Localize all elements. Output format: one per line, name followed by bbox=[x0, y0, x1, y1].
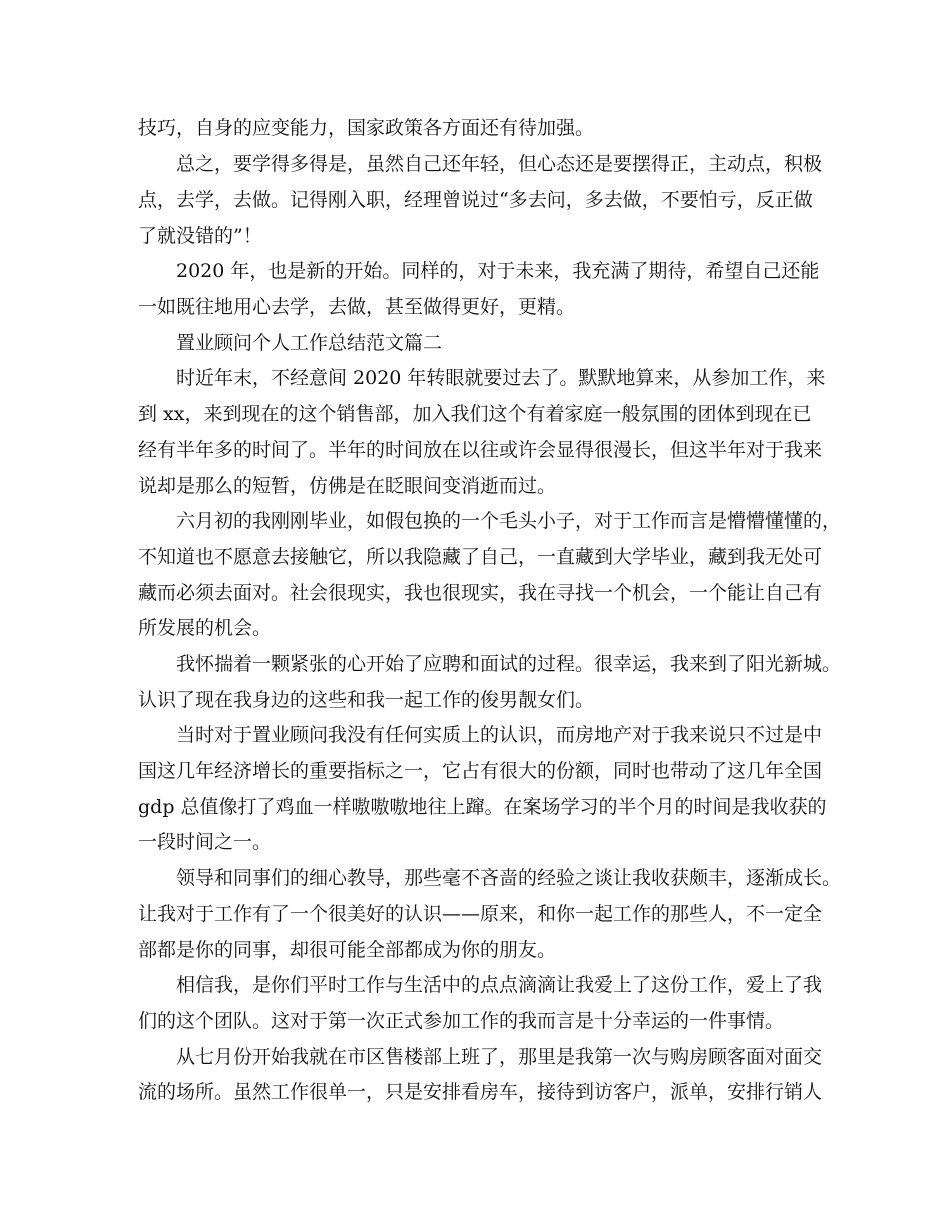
text-line: 时近年末，不经意间 2020 年转眼就要过去了。默默地算来，从参加工作，来 bbox=[176, 367, 826, 389]
text-line: 2020 年，也是新的开始。同样的，对于未来，我充满了期待，希望自己还能 bbox=[176, 260, 820, 282]
text-line: 总之，要学得多得是，虽然自己还年轻，但心态还是要摆得正，主动点，积极 bbox=[176, 153, 823, 175]
text-line: 所发展的机会。 bbox=[138, 617, 272, 639]
text-line: 我怀揣着一颗紧张的心开始了应聘和面试的过程。很幸运，我来到了阳光新城。 bbox=[176, 653, 842, 675]
text-line: 国这几年经济增长的重要指标之一，它占有很大的份额，同时也带动了这几年全国 bbox=[138, 760, 823, 782]
text-line: 认识了现在我身边的这些和我一起工作的俊男靓女们。 bbox=[138, 689, 595, 711]
text-line: 技巧，自身的应变能力，国家政策各方面还有待加强。 bbox=[138, 117, 595, 139]
text-line: 一如既往地用心去学，去做，甚至做得更好，更精。 bbox=[138, 296, 576, 318]
text-line: 部都是你的同事，却很可能全部都成为你的朋友。 bbox=[138, 939, 557, 961]
text-line: 不知道也不愿意去接触它，所以我隐藏了自己，一直藏到大学毕业，藏到我无处可 bbox=[138, 546, 823, 568]
text-line: 到 xx，来到现在的这个销售部，加入我们这个有着家庭一般氛围的团体到现在已 bbox=[138, 403, 812, 425]
text-line: 当时对于置业顾问我没有任何实质上的认识，而房地产对于我来说只不过是中 bbox=[176, 724, 823, 746]
text-line: 让我对于工作有了一个很美好的认识——原来，和你一起工作的那些人，不一定全 bbox=[138, 903, 823, 925]
text-line: 六月初的我刚刚毕业，如假包换的一个毛头小子，对于工作而言是懵懵懂懂的， bbox=[176, 510, 842, 532]
text-line: 点，去学，去做。记得刚入职，经理曾说过“多去问，多去做，不要怕亏，反正做 bbox=[138, 189, 813, 211]
text-line: 领导和同事们的细心教导，那些毫不吝啬的经验之谈让我收获颇丰，逐渐成长。 bbox=[176, 867, 842, 889]
text-line: 了就没错的”！ bbox=[138, 225, 262, 247]
text-line: 流的场所。虽然工作很单一，只是安排看房车，接待到访客户，派单，安排行销人 bbox=[138, 1081, 823, 1103]
text-line: 从七月份开始我就在市区售楼部上班了，那里是我第一次与购房顾客面对面交 bbox=[176, 1046, 823, 1068]
text-line: 经有半年多的时间了。半年的时间放在以往或许会显得很漫长，但这半年对于我来 bbox=[138, 439, 823, 461]
text-line: 们的这个团队。这对于第一次正式参加工作的我而言是十分幸运的一件事情。 bbox=[138, 1010, 785, 1032]
text-line: 说却是那么的短暂，仿佛是在眨眼间变消逝而过。 bbox=[138, 475, 557, 497]
text-line: 藏而必须去面对。社会很现实，我也很现实，我在寻找一个机会，一个能让自己有 bbox=[138, 582, 823, 604]
text-line: gdp 总值像打了鸡血一样嗷嗷嗷地往上蹿。在案场学习的半个月的时间是我收获的 bbox=[138, 796, 827, 818]
section-heading: 置业顾问个人工作总结范文篇二 bbox=[176, 332, 443, 354]
text-line: 一段时间之一。 bbox=[138, 831, 272, 853]
text-line: 相信我，是你们平时工作与生活中的点点滴滴让我爱上了这份工作，爱上了我 bbox=[176, 974, 823, 996]
